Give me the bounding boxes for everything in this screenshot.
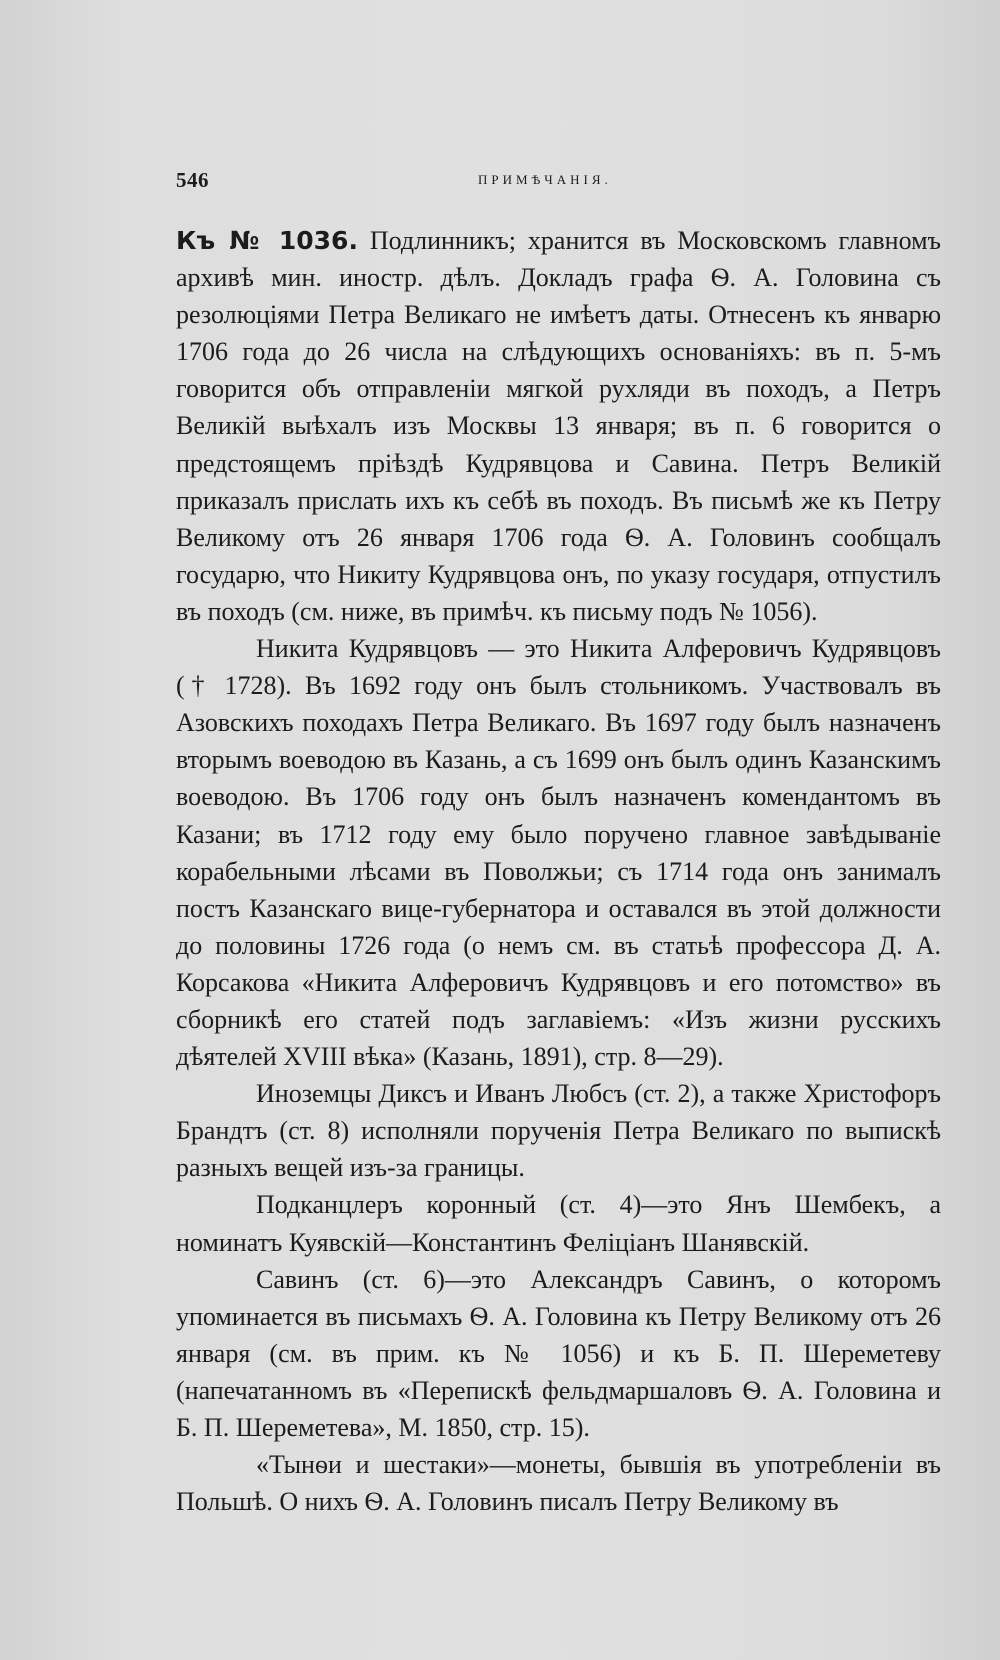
running-title: ПРИМѢЧАНІЯ. [478,172,612,187]
paragraph-4: Подканцлеръ коронный (ст. 4)—это Янъ Шембекъ, а номинатъ Куявскій—Константинъ Феліціанъ Шанявскій. [176,1190,941,1257]
page-number: 546 [176,168,209,192]
paragraph-1 [176,222,941,630]
paragraph-5: Савинъ (ст. 6)—это Александръ Савинъ, о которомъ упоминается въ письмахъ Ѳ. А. Головина къ Петру Великому отъ 26 января (см. въ прим. къ № 1056) и къ Б. П. Шереметеву (напечатанномъ въ «Перепискѣ фельдмаршаловъ Ѳ. А. Головина и Б. П. Шереметева», М. 1850, стр. 15). [176,1264,941,1442]
paragraph-6: «Тынѳи и шестаки»—монеты, бывшія въ употребленіи въ Польшѣ. О нихъ Ѳ. А. Головинъ писалъ Петру Великому въ [176,1450,941,1517]
paragraph-2: Никита Кудрявцовъ — это Никита Алферовичъ Кудрявцовъ († 1728). Въ 1692 году онъ былъ стольникомъ. Участвовалъ въ Азовскихъ походахъ Петра Великаго. Въ 1697 году былъ назначенъ вторымъ воеводою въ Казань, а съ 1699 онъ былъ одинъ Казанскимъ воеводою. Въ 1706 году онъ былъ назначенъ комендантомъ въ Казани; въ 1712 году ему было поручено главное завѣдываніе корабельными лѣсами въ Поволжьи; съ 1714 года онъ занималъ постъ Казанскаго вице-губернатора и оставался въ этой должности до половины 1726 года (о немъ см. въ статьѣ профессора Д. А. Корсакова «Никита Алферовичъ Кудрявцовъ и его потомство» въ сборникѣ его статей подъ заглавіемъ: «Изъ жизни русскихъ дѣятелей XVIII вѣка» (Казань, 1891), стр. 8—29). [176,634,941,1072]
paragraph-3: Иноземцы Диксъ и Иванъ Любсъ (ст. 2), а также Христофоръ Брандтъ (ст. 8) исполняли порученія Петра Великаго по выпискѣ разныхъ вещей изъ-за границы. [176,1079,941,1183]
entry-heading: Къ № 1036. [176,226,358,255]
body-text [176,222,941,1520]
paragraph-1-text: Подлинникъ; хранится въ Московскомъ главномъ архивѣ мин. иностр. дѣлъ. Докладъ графа Ѳ. А. Головина съ резолюціями Петра Великаго не имѣетъ даты. Отнесенъ къ январю 1706 года до 26 числа на слѣдующихъ основаніяхъ: въ п. 5-мъ говорится объ отправленіи мягкой рухляди въ походъ, а Петръ Великій выѣхалъ изъ Москвы 13 января; въ п. 6 говорится о предстоящемъ пріѣздѣ Кудрявцова и Савина. Петръ Великій приказалъ прислать ихъ къ себѣ въ походъ. Въ письмѣ же къ Петру Великому отъ 26 января 1706 года Ѳ. А. Головинъ сообщалъ государю, что Никиту Кудрявцова онъ, по указу государя, отпустилъ въ походъ (см. ниже, въ примѣч. къ письму подъ № 1056). [176,226,941,626]
running-head [176,168,946,198]
